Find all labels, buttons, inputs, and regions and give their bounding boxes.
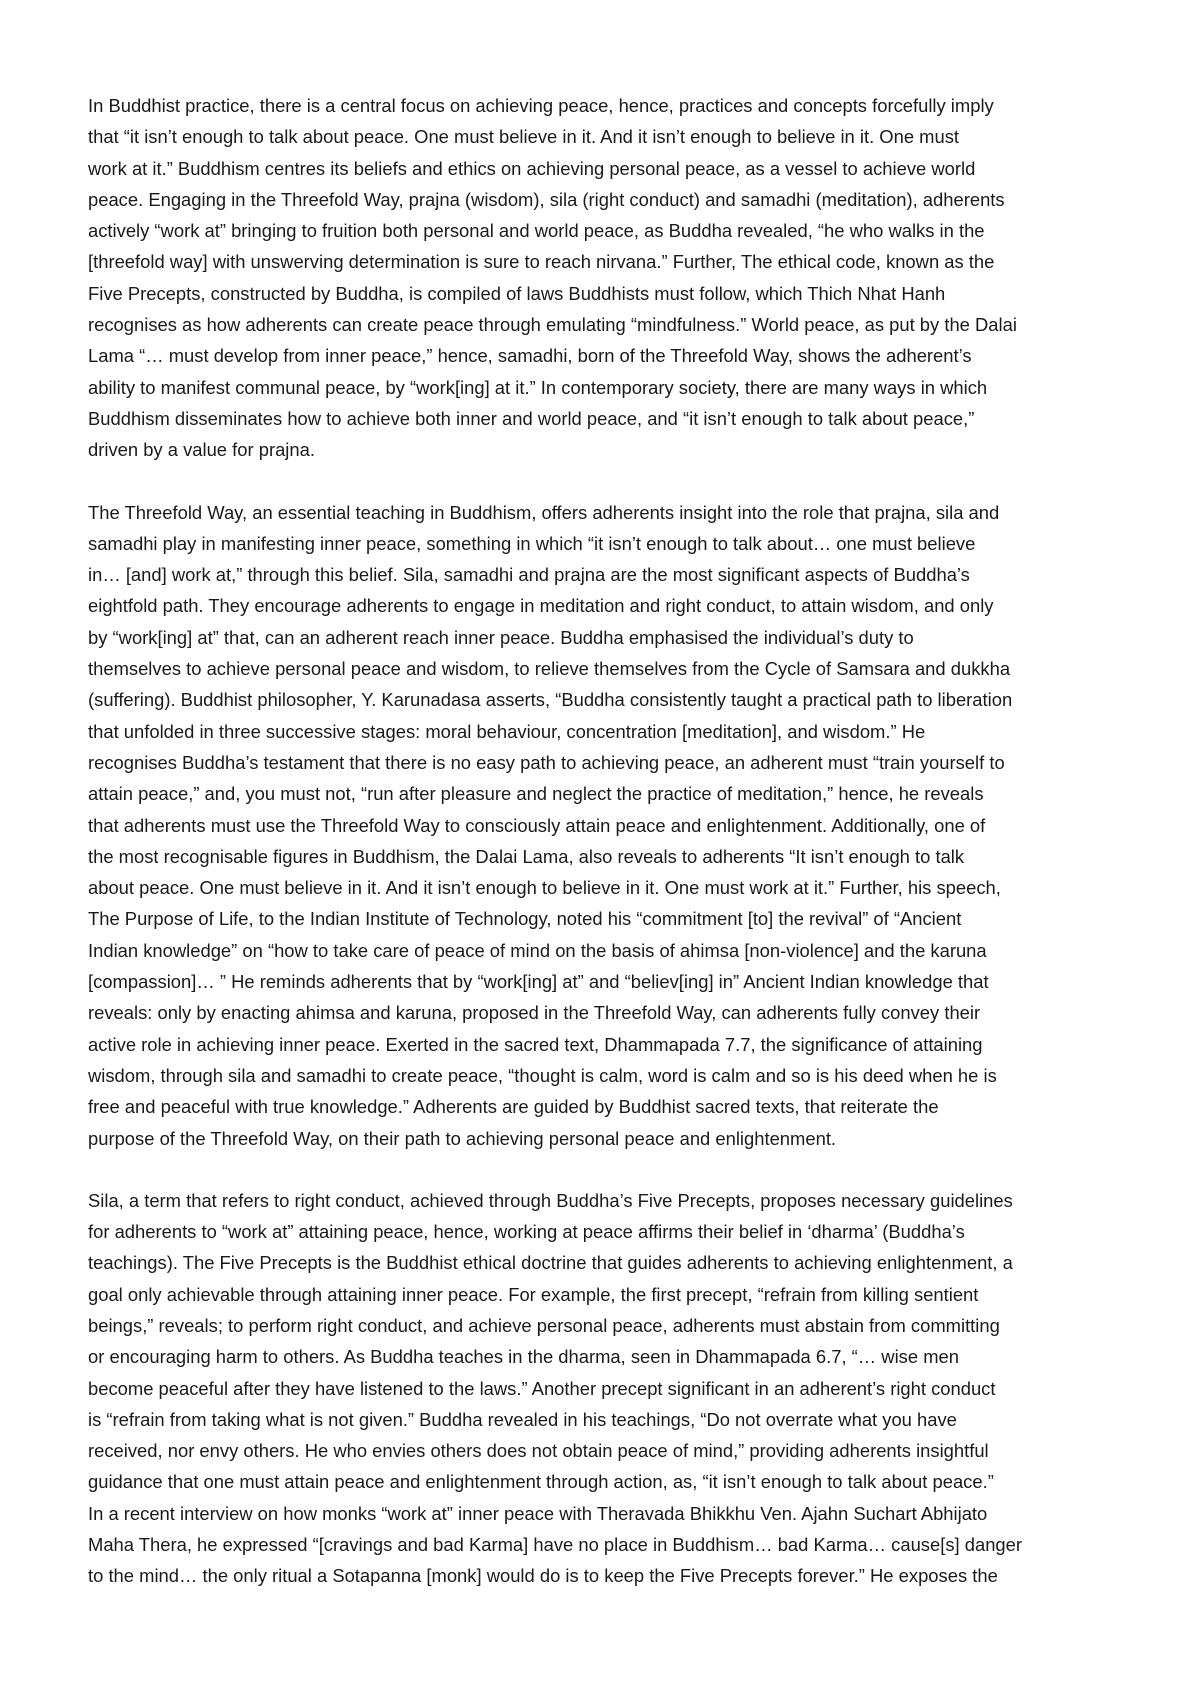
paragraph-sila: Sila, a term that refers to right conduct, achieved through Buddha’s Five Precepts, proposes necessary guidelines for adherents to “work at” attaining peace, hence, working at peace affirms their belief in ‘dharma’ (Buddha’s teachings). The Five Precepts is the Buddhist ethical doctrine that guides adherents to achieving enlightenment, a goal only achievable through attaining inner peace. For example, the first precept, “refrain from killing sentient beings,” reveals; to perform right conduct, and achieve personal peace, adherents must abstain from committing or encouraging harm to others. As Buddha teaches in the dharma, seen in Dhammapada 6.7, “… wise men become peaceful after they have listened to the laws.” Another precept significant in an adherent’s right conduct is “refrain from taking what is not given.” Buddha revealed in his teachings, “Do not overrate what you have received, nor envy others. He who envies others does not obtain peace of mind,” providing adherents insightful guidance that one must attain peace and enlightenment through action, as, “it isn’t enough to talk about peace.” In a recent interview on how monks “work at” inner peace with Theravada Bhikkhu Ven. Ajahn Suchart Abhijato Maha Thera, he expressed “[cravings and bad Karma] have no place in Buddhism… bad Karma… cause[s] danger to the mind… the only ritual a Sotapanna [monk] would do is to keep the Five Precepts forever.” He exposes the xyxy=(88,1189,1023,1587)
document-body xyxy=(88,90,1114,1623)
paragraph-intro: In Buddhist practice, there is a central focus on achieving peace, hence, practices and concepts forcefully imply that “it isn’t enough to talk about peace. One must believe in it. And it isn’t enough to believe in it. One must work at it.” Buddhism centres its beliefs and ethics on achieving personal peace, as a vessel to achieve world peace. Engaging in the Threefold Way, prajna (wisdom), sila (right conduct) and samadhi (meditation), adherents actively “work at” bringing to fruition both personal and world peace, as Buddha revealed, “he who walks in the [threefold way] with unswerving determination is sure to reach nirvana.” Further, The ethical code, known as the Five Precepts, constructed by Buddha, is compiled of laws Buddhists must follow, which Thich Nhat Hanh recognises as how adherents can create peace through emulating “mindfulness.” World peace, as put by the Dalai Lama “… must develop from inner peace,” hence, samadhi, born of the Threefold Way, shows the adherent’s ability to manifest communal peace, by “work[ing] at it.” In contemporary society, there are many ways in which Buddhism disseminates how to achieve both inner and world peace, and “it isn’t enough to talk about peace,” driven by a value for prajna. xyxy=(88,95,1017,461)
paragraph-threefold-way: The Threefold Way, an essential teaching in Buddhism, offers adherents insight into the role that prajna, sila and samadhi play in manifesting inner peace, something in which “it isn’t enough to talk about… one must believe in… [and] work at,” through this belief. Sila, samadhi and prajna are the most significant aspects of Buddha’s eightfold path. They encourage adherents to engage in meditation and right conduct, to attain wisdom, and only by “work[ing] at” that, can an adherent reach inner peace. Buddha emphasised the individual’s duty to themselves to achieve personal peace and wisdom, to relieve themselves from the Cycle of Samsara and dukkha (suffering). Buddhist philosopher, Y. Karunadasa asserts, “Buddha consistently taught a practical path to liberation that unfolded in three successive stages: moral behaviour, concentration [meditation], and wisdom.” He recognises Buddha’s testament that there is no easy path to achieving peace, an adherent must “train yourself to attain peace,” and, you must not, “run after pleasure and neglect the practice of meditation,” hence, he reveals that adherents must use the Threefold Way to consciously attain peace and enlightenment. Additionally, one of the most recognisable figures in Buddhism, the Dalai Lama, also reveals to adherents “It isn’t enough to talk about peace. One must believe in it. And it isn’t enough to believe in it. One must work at it.” Further, his speech, The Purpose of Life, to the Indian Institute of Technology, noted his “commitment [to] the revival” of “Ancient Indian knowledge” on “how to take care of peace of mind on the basis of ahimsa [non-violence] and the karuna [compassion]… ” He reminds adherents that by “work[ing] at” and “believ[ing] in” Ancient Indian knowledge that reveals: only by enacting ahimsa and karuna, proposed in the Threefold Way, can adherents fully convey their active role in achieving inner peace. Exerted in the sacred text, Dhammapada 7.7, the significance of attaining wisdom, through sila and samadhi to create peace, “thought is calm, word is calm and so is his deed when he is free and peaceful with true knowledge.” Adherents are guided by Buddhist sacred texts, that reiterate the purpose of the Threefold Way, on their path to achieving personal peace and enlightenment. xyxy=(88,501,1013,1149)
